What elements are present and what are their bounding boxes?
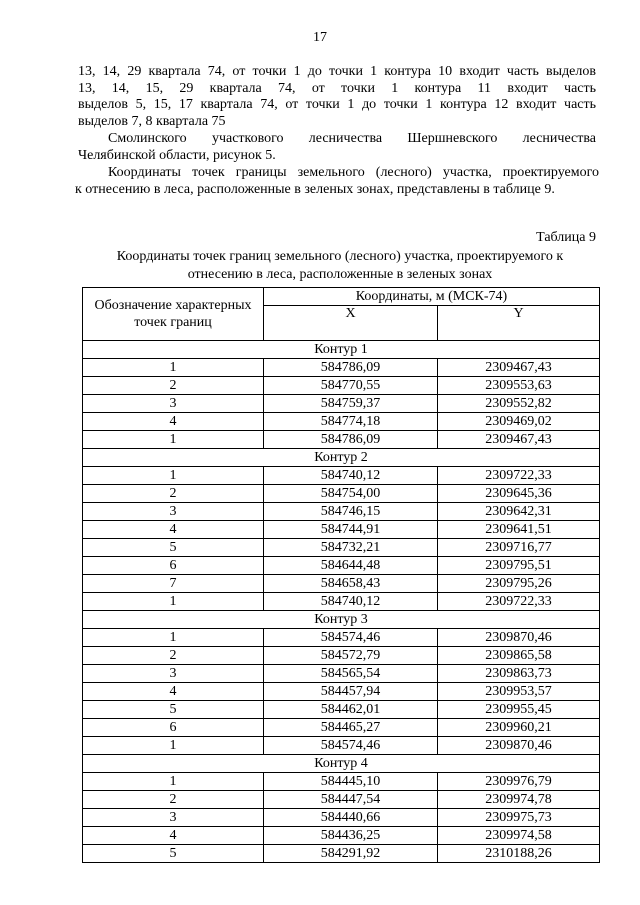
point-cell: 1 — [83, 629, 264, 647]
x-cell: 584291,92 — [264, 845, 438, 863]
table-row — [83, 629, 600, 647]
point-cell: 5 — [83, 845, 264, 863]
table-row — [83, 827, 600, 845]
point-cell: 3 — [83, 809, 264, 827]
y-cell: 2309974,58 — [438, 827, 600, 845]
coordinates-table — [82, 287, 600, 863]
y-cell: 2309976,79 — [438, 773, 600, 791]
point-cell: 2 — [83, 377, 264, 395]
table-row — [83, 467, 600, 485]
table-caption-line-1: Координаты точек границ земельного (лесного) участка, проектируемого к — [116, 249, 564, 264]
x-cell: 584786,09 — [264, 359, 438, 377]
y-cell: 2309955,45 — [438, 701, 600, 719]
intro-paragraph — [78, 64, 596, 130]
y-cell: 2309469,02 — [438, 413, 600, 431]
table-body — [83, 341, 600, 863]
x-cell: 584462,01 — [264, 701, 438, 719]
point-cell: 4 — [83, 413, 264, 431]
x-cell: 584759,37 — [264, 395, 438, 413]
x-cell: 584572,79 — [264, 647, 438, 665]
y-cell: 2309722,33 — [438, 593, 600, 611]
point-cell: 1 — [83, 737, 264, 755]
x-cell: 584740,12 — [264, 467, 438, 485]
point-cell: 4 — [83, 827, 264, 845]
header-point-cell: Обозначение характерных точек границ — [83, 288, 264, 341]
y-cell: 2309953,57 — [438, 683, 600, 701]
table-row — [83, 557, 600, 575]
table-row — [83, 683, 600, 701]
y-cell: 2309467,43 — [438, 431, 600, 449]
y-cell: 2309975,73 — [438, 809, 600, 827]
point-cell: 1 — [83, 773, 264, 791]
forestry-line-1: Смолинского участкового лесничества Шершневского лесничества — [108, 131, 596, 146]
contour-name-cell: Контур 2 — [83, 449, 600, 467]
table-row — [83, 647, 600, 665]
y-cell: 2309795,51 — [438, 557, 600, 575]
intro-line-2: 13, 14, 15, 29 квартала 74, от точки 1 контура 11 входит часть — [78, 80, 596, 96]
point-cell: 6 — [83, 719, 264, 737]
point-cell: 4 — [83, 521, 264, 539]
table-row — [83, 485, 600, 503]
contour-name-cell: Контур 1 — [83, 341, 600, 359]
contour-name-cell: Контур 3 — [83, 611, 600, 629]
x-cell: 584644,48 — [264, 557, 438, 575]
contour-header-row — [83, 341, 600, 359]
contour-header-row — [83, 611, 600, 629]
y-cell: 2309795,26 — [438, 575, 600, 593]
table-row — [83, 845, 600, 863]
page-number: 17 — [313, 30, 327, 45]
table-caption — [90, 248, 590, 284]
x-cell: 584565,54 — [264, 665, 438, 683]
y-cell: 2309467,43 — [438, 359, 600, 377]
x-cell: 584436,25 — [264, 827, 438, 845]
table-row — [83, 395, 600, 413]
point-cell: 1 — [83, 431, 264, 449]
x-cell: 584447,54 — [264, 791, 438, 809]
table-row — [83, 413, 600, 431]
contour-header-row — [83, 755, 600, 773]
forestry-line-2: Челябинской области, рисунок 5. — [78, 147, 276, 163]
coords-paragraph — [75, 165, 599, 198]
x-cell: 584754,00 — [264, 485, 438, 503]
header-x-cell: X — [264, 306, 438, 341]
y-cell: 2309553,63 — [438, 377, 600, 395]
table-row — [83, 575, 600, 593]
coords-line-1: Координаты точек границы земельного (лесного) участка, проектируемого — [108, 165, 599, 180]
point-cell: 1 — [83, 359, 264, 377]
x-cell: 584786,09 — [264, 431, 438, 449]
y-cell: 2309645,36 — [438, 485, 600, 503]
y-cell: 2309865,58 — [438, 647, 600, 665]
x-cell: 584574,46 — [264, 737, 438, 755]
table-caption-line-2: отнесению в леса, расположенные в зеленых зонах — [187, 267, 493, 282]
y-cell: 2309960,21 — [438, 719, 600, 737]
y-cell: 2309870,46 — [438, 629, 600, 647]
table-label: Таблица 9 — [536, 230, 596, 245]
intro-line-3: выделов 5, 15, 17 квартала 74, от точки 1 до точки 1 контура 12 входит часть — [78, 97, 596, 112]
point-cell: 5 — [83, 539, 264, 557]
point-cell: 1 — [83, 467, 264, 485]
x-cell: 584457,94 — [264, 683, 438, 701]
x-cell: 584574,46 — [264, 629, 438, 647]
header-y-cell: Y — [438, 306, 600, 341]
y-cell: 2310188,26 — [438, 845, 600, 863]
table-row — [83, 539, 600, 557]
x-cell: 584465,27 — [264, 719, 438, 737]
header-coords-cell: Координаты, м (МСК-74) — [264, 288, 600, 306]
point-cell: 2 — [83, 485, 264, 503]
point-cell: 6 — [83, 557, 264, 575]
y-cell: 2309722,33 — [438, 467, 600, 485]
contour-header-row — [83, 449, 600, 467]
y-cell: 2309552,82 — [438, 395, 600, 413]
table-row — [83, 431, 600, 449]
y-cell: 2309863,73 — [438, 665, 600, 683]
intro-line-1: 13, 14, 29 квартала 74, от точки 1 до точки 1 контура 10 входит часть выделов — [78, 64, 596, 79]
table-row — [83, 593, 600, 611]
table-row — [83, 521, 600, 539]
point-cell: 3 — [83, 503, 264, 521]
y-cell: 2309716,77 — [438, 539, 600, 557]
y-cell: 2309642,31 — [438, 503, 600, 521]
table-row — [83, 701, 600, 719]
point-cell: 2 — [83, 791, 264, 809]
table-row — [83, 809, 600, 827]
point-cell: 7 — [83, 575, 264, 593]
coords-line-2: к отнесению в леса, расположенные в зеленых зонах, представлены в таблице 9. — [75, 181, 555, 197]
y-cell: 2309641,51 — [438, 521, 600, 539]
table-row — [83, 773, 600, 791]
x-cell: 584732,21 — [264, 539, 438, 557]
x-cell: 584774,18 — [264, 413, 438, 431]
y-cell: 2309974,78 — [438, 791, 600, 809]
x-cell: 584770,55 — [264, 377, 438, 395]
x-cell: 584440,66 — [264, 809, 438, 827]
x-cell: 584740,12 — [264, 593, 438, 611]
point-cell: 3 — [83, 395, 264, 413]
contour-name-cell: Контур 4 — [83, 755, 600, 773]
table-row — [83, 665, 600, 683]
intro-line-4: выделов 7, 8 квартала 75 — [78, 113, 226, 129]
x-cell: 584744,91 — [264, 521, 438, 539]
y-cell: 2309870,46 — [438, 737, 600, 755]
table-row — [83, 359, 600, 377]
point-cell: 5 — [83, 701, 264, 719]
forestry-paragraph — [78, 131, 596, 164]
point-cell: 4 — [83, 683, 264, 701]
point-cell: 3 — [83, 665, 264, 683]
point-cell: 2 — [83, 647, 264, 665]
point-cell: 1 — [83, 593, 264, 611]
x-cell: 584658,43 — [264, 575, 438, 593]
table-row — [83, 377, 600, 395]
x-cell: 584445,10 — [264, 773, 438, 791]
table-row — [83, 503, 600, 521]
table-row — [83, 791, 600, 809]
table-row — [83, 719, 600, 737]
table-row — [83, 737, 600, 755]
x-cell: 584746,15 — [264, 503, 438, 521]
